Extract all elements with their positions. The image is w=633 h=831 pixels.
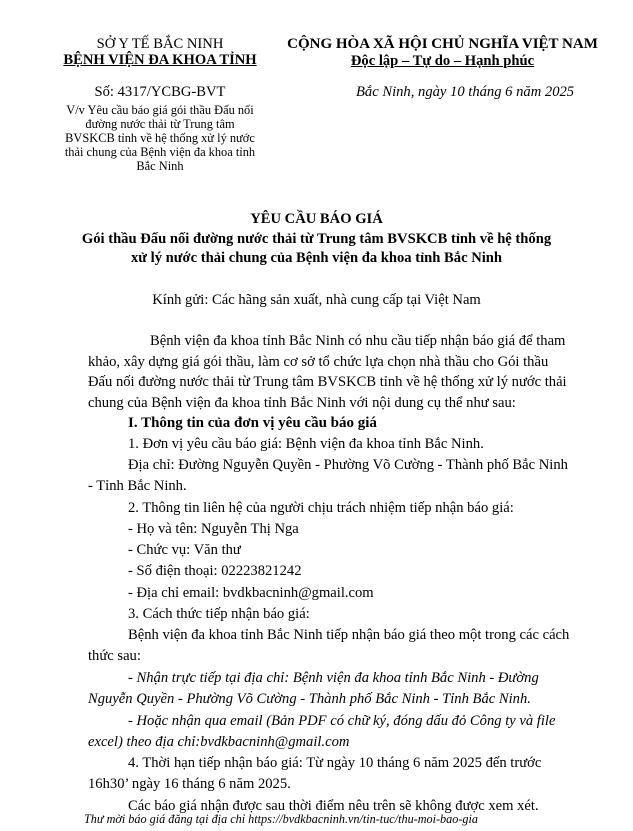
national-title: CỘNG HÒA XÃ HỘI CHỦ NGHĨA VIỆT NAM — [287, 36, 598, 52]
intro-line: Bệnh viện đa khoa tỉnh Bắc Ninh có nhu cầu tiếp nhận báo giá để tham — [150, 333, 566, 349]
section-heading: I. Thông tin của đơn vị yêu cầu báo giá — [128, 415, 377, 431]
address-line: - Tỉnh Bắc Ninh. — [88, 478, 187, 494]
item-4: 4. Thời hạn tiếp nhận báo giá: Từ ngày 10 tháng 6 năm 2025 đến trước — [128, 755, 542, 771]
national-motto: Độc lập – Tự do – Hạnh phúc — [350, 53, 535, 69]
recipient-line: Kính gửi: Các hãng sản xuất, nhà cung cấp tại Việt Nam — [152, 292, 481, 308]
intro-line: chung của Bệnh viện đa khoa tỉnh Bắc Ninh với nội dung cụ thể như sau: — [88, 395, 516, 411]
item-1: 1. Đơn vị yêu cầu báo giá: Bệnh viện đa khoa tỉnh Bắc Ninh. — [128, 436, 484, 452]
document-subtitle: xử lý nước thải chung của Bệnh viện đa khoa tỉnh Bắc Ninh — [130, 250, 503, 266]
contact-email: - Địa chỉ email: bvdkbacninh@gmail.com — [128, 585, 374, 601]
intro-line: Đấu nối đường nước thải từ Trung tâm BVSKCB tỉnh về hệ thống xử lý nước thải — [88, 374, 567, 390]
subject-line: BVSKCB tỉnh về hệ thống xử lý nước — [65, 131, 255, 145]
place-date: Bắc Ninh, ngày 10 tháng 6 năm 2025 — [356, 84, 575, 100]
subject-line: V/v Yêu cầu báo giá gói thầu Đấu nối — [66, 103, 254, 117]
subject-line: đường nước thải từ Trung tâm — [85, 117, 235, 131]
document-title: YÊU CẦU BÁO GIÁ — [250, 211, 383, 227]
subject-line: thải chung của Bệnh viện đa khoa tỉnh — [64, 145, 256, 159]
hospital-name: BỆNH VIỆN ĐA KHOA TỈNH — [63, 52, 257, 68]
contact-phone: - Số điện thoại: 02223821242 — [128, 563, 302, 579]
item-4: 16h30’ ngày 16 tháng 6 năm 2025. — [88, 776, 291, 792]
contact-role: - Chức vụ: Văn thư — [128, 542, 241, 558]
method-line: - Hoặc nhận qua email (Bản PDF có chữ ký, đóng dấu đỏ Công ty và file — [128, 713, 556, 729]
receive-line: thức sau: — [88, 648, 141, 664]
subject-line: Bắc Ninh — [136, 159, 184, 173]
receive-line: Bệnh viện đa khoa tỉnh Bắc Ninh tiếp nhận báo giá theo một trong các cách — [128, 627, 570, 643]
contact-name: - Họ và tên: Nguyễn Thị Nga — [128, 521, 299, 537]
document-subtitle: Gói thầu Đấu nối đường nước thải từ Trung tâm BVSKCB tỉnh về hệ thống — [81, 231, 552, 247]
method-line: - Nhận trực tiếp tại địa chỉ: Bệnh viện đa khoa tỉnh Bắc Ninh - Đường — [128, 670, 539, 686]
agency-name: SỞ Y TẾ BẮC NINH — [96, 36, 224, 52]
intro-line: khảo, xây dựng giá gói thầu, làm cơ sở tổ chức lựa chọn nhà thầu cho Gói thầu — [88, 354, 549, 370]
method-line: excel) theo địa chỉ:bvdkbacninh@gmail.com — [88, 734, 350, 750]
late-note: Các báo giá nhận được sau thời điểm nêu trên sẽ không được xem xét. — [128, 798, 539, 814]
method-line: Nguyễn Quyền - Phường Võ Cường - Thành phố Bắc Ninh - Tỉnh Bắc Ninh. — [88, 691, 531, 707]
footer-note: Thư mời báo giá đăng tại địa chỉ https://bvdkbacninh.vn/tin-tuc/thu-moi-bao-gia — [84, 812, 478, 826]
document-number: Số: 4317/YCBG-BVT — [94, 84, 226, 100]
item-3: 3. Cách thức tiếp nhận báo giá: — [128, 606, 310, 622]
address-line: Địa chỉ: Đường Nguyễn Quyền - Phường Võ Cường - Thành phố Bắc Ninh — [128, 457, 568, 473]
item-2: 2. Thông tin liên hệ của người chịu trách nhiệm tiếp nhận báo giá: — [128, 500, 514, 516]
